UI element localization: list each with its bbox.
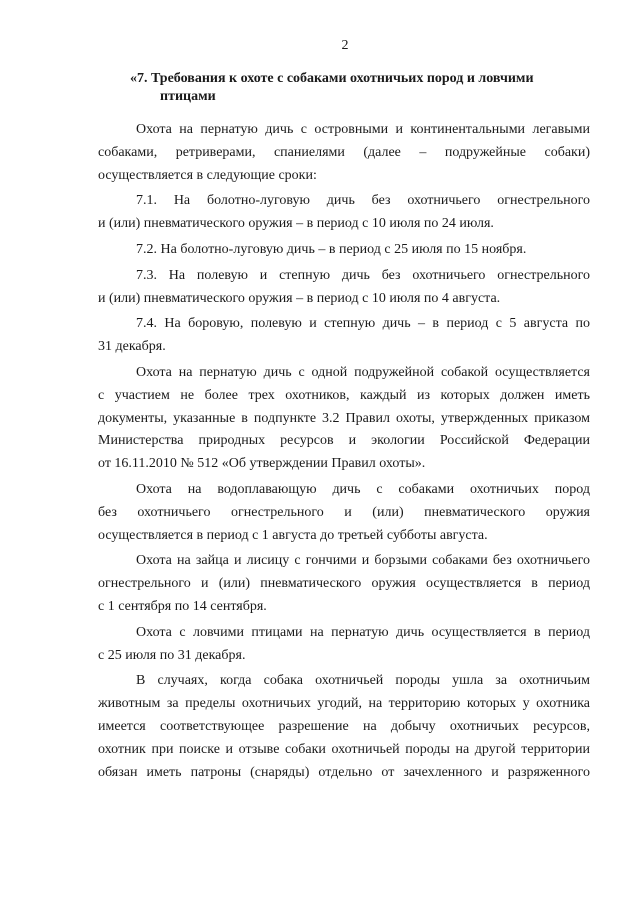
heading-line: птицами bbox=[160, 89, 216, 104]
text-line: с участием не более трех охотников, каждый из которых должен иметь bbox=[98, 387, 590, 403]
document-body bbox=[98, 119, 590, 787]
text-line: с 25 июля по 31 декабря. bbox=[98, 647, 246, 663]
heading-line: «7. Требования к охоте с собаками охотничьих пород и ловчими bbox=[130, 71, 534, 86]
text-line: Охота на пернатую дичь с одной подружейной собакой осуществляется bbox=[136, 364, 590, 380]
text-line: и (или) пневматического оружия – в период с 10 июля по 4 августа. bbox=[98, 290, 501, 306]
paragraph bbox=[98, 239, 590, 262]
paragraph bbox=[98, 313, 590, 359]
text-line: В случаях, когда собака охотничьей породы ушла за охотничьим bbox=[136, 673, 590, 689]
text-line: осуществляется в следующие сроки: bbox=[98, 167, 317, 183]
text-line: осуществляется в период с 1 августа до третьей субботы августа. bbox=[98, 527, 488, 543]
text-line: 7.2. На болотно-луговую дичь – в период с 25 июля по 15 ноября. bbox=[136, 241, 527, 257]
paragraph bbox=[98, 670, 590, 784]
text-line: с 1 сентября по 14 сентября. bbox=[98, 598, 267, 614]
paragraph bbox=[98, 550, 590, 618]
paragraph bbox=[98, 119, 590, 187]
paragraph bbox=[98, 265, 590, 311]
paragraph bbox=[98, 622, 590, 668]
section-heading bbox=[130, 70, 570, 106]
text-line: имеется соответствующее разрешение на добычу охотничьих ресурсов, bbox=[98, 718, 590, 734]
page-number: 2 bbox=[341, 38, 349, 53]
text-line: животным за пределы охотничьих угодий, на территорию которых у охотника bbox=[98, 696, 590, 712]
paragraph bbox=[98, 362, 590, 476]
text-line: 7.1. На болотно-луговую дичь без охотничьего огнестрельного bbox=[136, 193, 590, 209]
text-line: собаками, ретриверами, спаниелями (далее – подружейные собаки) bbox=[98, 144, 590, 160]
text-line: охотник при поиске и отзыве собаки охотничьей породы на другой территории bbox=[98, 741, 590, 757]
paragraph bbox=[98, 190, 590, 236]
text-line: 7.3. На полевую и степную дичь без охотничьего огнестрельного bbox=[136, 267, 590, 283]
text-line: 31 декабря. bbox=[98, 339, 166, 355]
text-line: от 16.11.2010 № 512 «Об утверждении Правил охоты». bbox=[98, 456, 426, 472]
paragraph bbox=[98, 479, 590, 547]
text-line: Охота с ловчими птицами на пернатую дичь осуществляется в период bbox=[136, 624, 590, 640]
text-line: и (или) пневматического оружия – в период с 10 июля по 24 июля. bbox=[98, 216, 494, 232]
text-line: Охота на водоплавающую дичь с собаками охотничьих пород bbox=[136, 481, 590, 497]
text-line: Охота на пернатую дичь с островными и континентальными легавыми bbox=[136, 122, 590, 137]
text-line: огнестрельного и (или) пневматического оружия осуществляется в период bbox=[98, 576, 590, 592]
text-line: без охотничьего огнестрельного и (или) пневматического оружия bbox=[98, 504, 590, 520]
text-line: документы, указанные в подпункте 3.2 Правил охоты, утвержденных приказом bbox=[98, 410, 590, 426]
text-line: 7.4. На боровую, полевую и степную дичь – в период с 5 августа по bbox=[136, 316, 590, 332]
text-line: обязан иметь патроны (снаряды) отдельно от зачехленного и разряженного bbox=[98, 764, 590, 780]
text-line: Охота на зайца и лисицу с гончими и борзыми собаками без охотничьего bbox=[136, 553, 590, 569]
text-line: Министерства природных ресурсов и экологии Российской Федерации bbox=[98, 433, 590, 449]
